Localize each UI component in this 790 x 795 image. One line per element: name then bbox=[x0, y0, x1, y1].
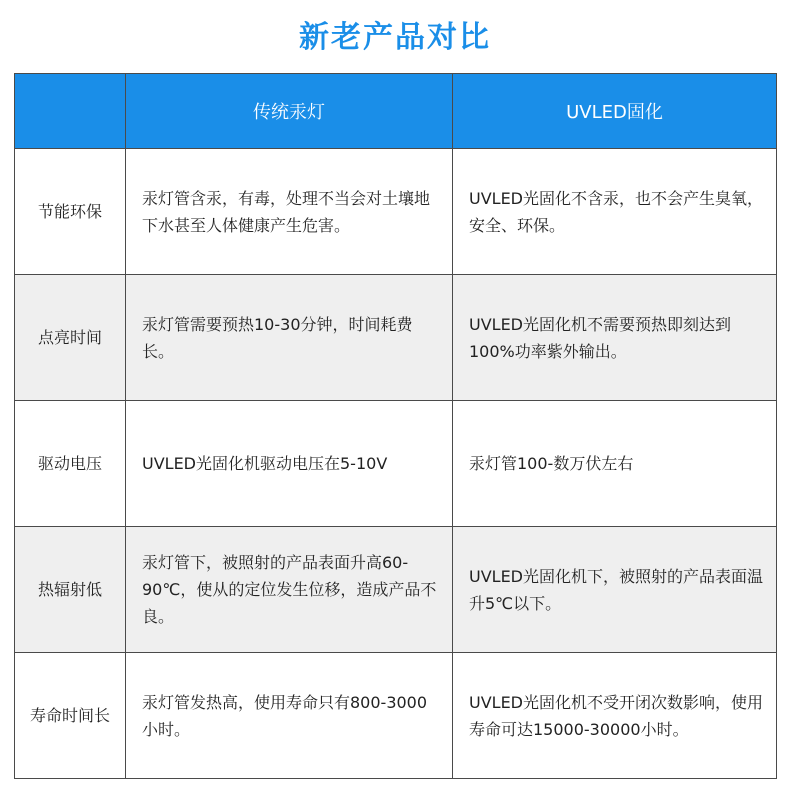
table-row bbox=[15, 275, 777, 401]
traditional-cell: 汞灯管需要预热10-30分钟，时间耗费长。 bbox=[126, 275, 453, 401]
uvled-cell: UVLED光固化机不需要预热即刻达到100%功率紫外输出。 bbox=[453, 275, 777, 401]
uvled-cell: 汞灯管100-数万伏左右 bbox=[453, 401, 777, 527]
row-label: 点亮时间 bbox=[15, 275, 126, 401]
row-label: 寿命时间长 bbox=[15, 653, 126, 779]
uvled-cell: UVLED光固化不含汞，也不会产生臭氧，安全、环保。 bbox=[453, 149, 777, 275]
traditional-cell: UVLED光固化机驱动电压在5-10V bbox=[126, 401, 453, 527]
header-cell-uvled: UVLED固化 bbox=[453, 74, 777, 149]
table-row bbox=[15, 653, 777, 779]
row-label: 驱动电压 bbox=[15, 401, 126, 527]
row-label: 热辐射低 bbox=[15, 527, 126, 653]
header-cell-empty bbox=[15, 74, 126, 149]
header-cell-traditional: 传统汞灯 bbox=[126, 74, 453, 149]
table-row bbox=[15, 401, 777, 527]
table-header-row bbox=[15, 74, 777, 149]
table-row bbox=[15, 527, 777, 653]
row-label: 节能环保 bbox=[15, 149, 126, 275]
table-row bbox=[15, 149, 777, 275]
traditional-cell: 汞灯管下，被照射的产品表面升高60-90℃，使从的定位发生位移，造成产品不良。 bbox=[126, 527, 453, 653]
page-title: 新老产品对比 bbox=[299, 20, 491, 55]
comparison-table bbox=[14, 73, 777, 779]
uvled-cell: UVLED光固化机下，被照射的产品表面温升5℃以下。 bbox=[453, 527, 777, 653]
traditional-cell: 汞灯管含汞，有毒，处理不当会对土壤地下水甚至人体健康产生危害。 bbox=[126, 149, 453, 275]
uvled-cell: UVLED光固化机不受开闭次数影响，使用寿命可达15000-30000小时。 bbox=[453, 653, 777, 779]
traditional-cell: 汞灯管发热高，使用寿命只有800-3000小时。 bbox=[126, 653, 453, 779]
